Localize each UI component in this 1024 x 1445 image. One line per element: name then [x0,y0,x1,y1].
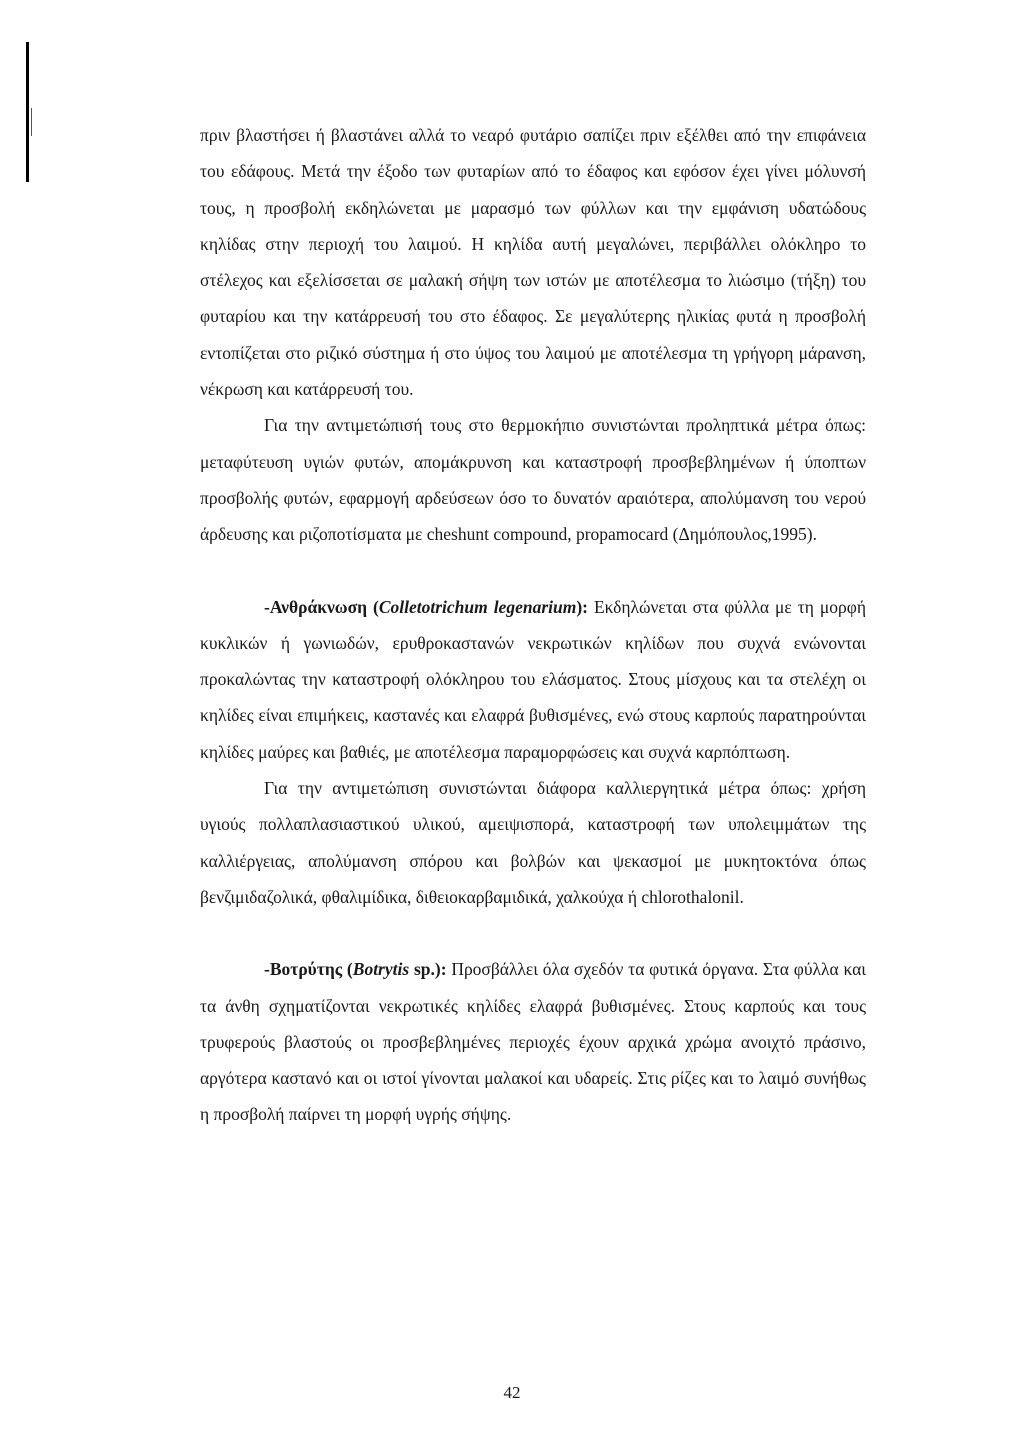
paragraph-damping-off-control: Για την αντιμετώπισή τους στο θερμοκήπιο συνιστώνται προληπτικά μέτρα όπως: μεταφύτευση υγιών φυτών, απομάκρυνση και καταστροφή προσβεβλημένων ή ύποπτων προσβολής φυτών, εφαρμογή αρδεύσεων όσο το δυνατόν αραιότερα, απολύμανση του νερού άρδευσης και ριζοποτίσματα με cheshunt compound, propamocard (Δημόπουλος,1995). [200,415,866,545]
botrytis-species: Botrytis [352,959,410,980]
section-gap [200,553,866,589]
anthracnose-heading: -Ανθράκνωση (Colletotrichum legenarium): [264,596,588,617]
paragraph-anthracnose-control: Για την αντιμετώπιση συνιστώνται διάφορα καλλιεργητικά μέτρα όπως: χρήση υγιούς πολλαπλασιαστικού υλικού, αμειψισπορά, καταστροφή των υπολειμμάτων της καλλιέργειας, απολύμανση σπόρου και βολβών και ψεκασμοί με μυκητοκτόνα όπως βενζιμιδαζολικά, φθαλιμίδικα, διθειοκαρβαμιδικά, χαλκούχα ή chlorothalonil. [200,778,866,907]
anthracnose-description: Εκδηλώνεται στα φύλλα με τη μορφή κυκλικών ή γωνιωδών, ερυθροκαστανών νεκρωτικών κηλίδων που συχνά ενώνονται προκαλώντας την καταστροφή ολόκληρου του ελάσματος. Στους μίσχους και τα στελέχη οι κηλίδες είναι επιμήκεις, καστανές και ελαφρά βυθισμένες, ενώ στους καρπούς παρατηρούνται κηλίδες μαύρες και βαθιές, με αποτέλεσμα παραμορφώσεις και συχνά καρπόπτωση. [200,596,866,762]
document-body [200,117,866,1133]
section-gap [200,915,866,951]
scan-edge-tick [31,108,32,136]
paragraph-damping-off: πριν βλαστήσει ή βλαστάνει αλλά το νεαρό φυτάριο σαπίζει πριν εξέλθει από την επιφάνεια του εδάφους. Μετά την έξοδο των φυταρίων από το έδαφος και εφόσον έχει γίνει μόλυνσή τους, η προσβολή εκδηλώνεται με μαρασμό των φύλλων και την εμφάνιση υδατώδους κηλίδας στην περιοχή του λαιμού. Η κηλίδα αυτή μεγαλώνει, περιβάλλει ολόκληρο το στέλεχος και εξελίσσεται σε μαλακή σήψη των ιστών με αποτέλεσμα το λιώσιμο (τήξη) του φυταρίου και την κατάρρευσή του στο έδαφος. Σε μεγαλύτερης ηλικίας φυτά η προσβολή εντοπίζεται στο ριζικό σύστημα ή στο ύψος του λαιμού με αποτέλεσμα τη γρήγορη μάρανση, νέκρωση και κατάρρευσή του. [200,125,866,400]
botrytis-description: Προσβάλλει όλα σχεδόν τα φυτικά όργανα. Στα φύλλα και τα άνθη σχηματίζονται νεκρωτικές κηλίδες ελαφρά βυθισμένες. Στους καρπούς και τους τρυφερούς βλαστούς οι προσβεβλημένες περιοχές έχουν αρχικά χρώμα ανοιχτό πράσινο, αργότερα καστανό και οι ιστοί γίνονται μαλακοί και υδαρείς. Στις ρίζες και το λαιμό συνήθως η προσβολή παίρνει τη μορφή υγρής σήψης. [200,959,866,1125]
paragraph-botrytis [200,951,866,1132]
botrytis-heading: -Βοτρύτης (Botrytis sp.): [264,959,447,980]
page-number: 42 [503,1383,521,1402]
scan-edge-mark [26,42,29,182]
anthracnose-species: Colletotrichum legenarium [378,596,577,617]
paragraph-anthracnose [200,589,866,770]
